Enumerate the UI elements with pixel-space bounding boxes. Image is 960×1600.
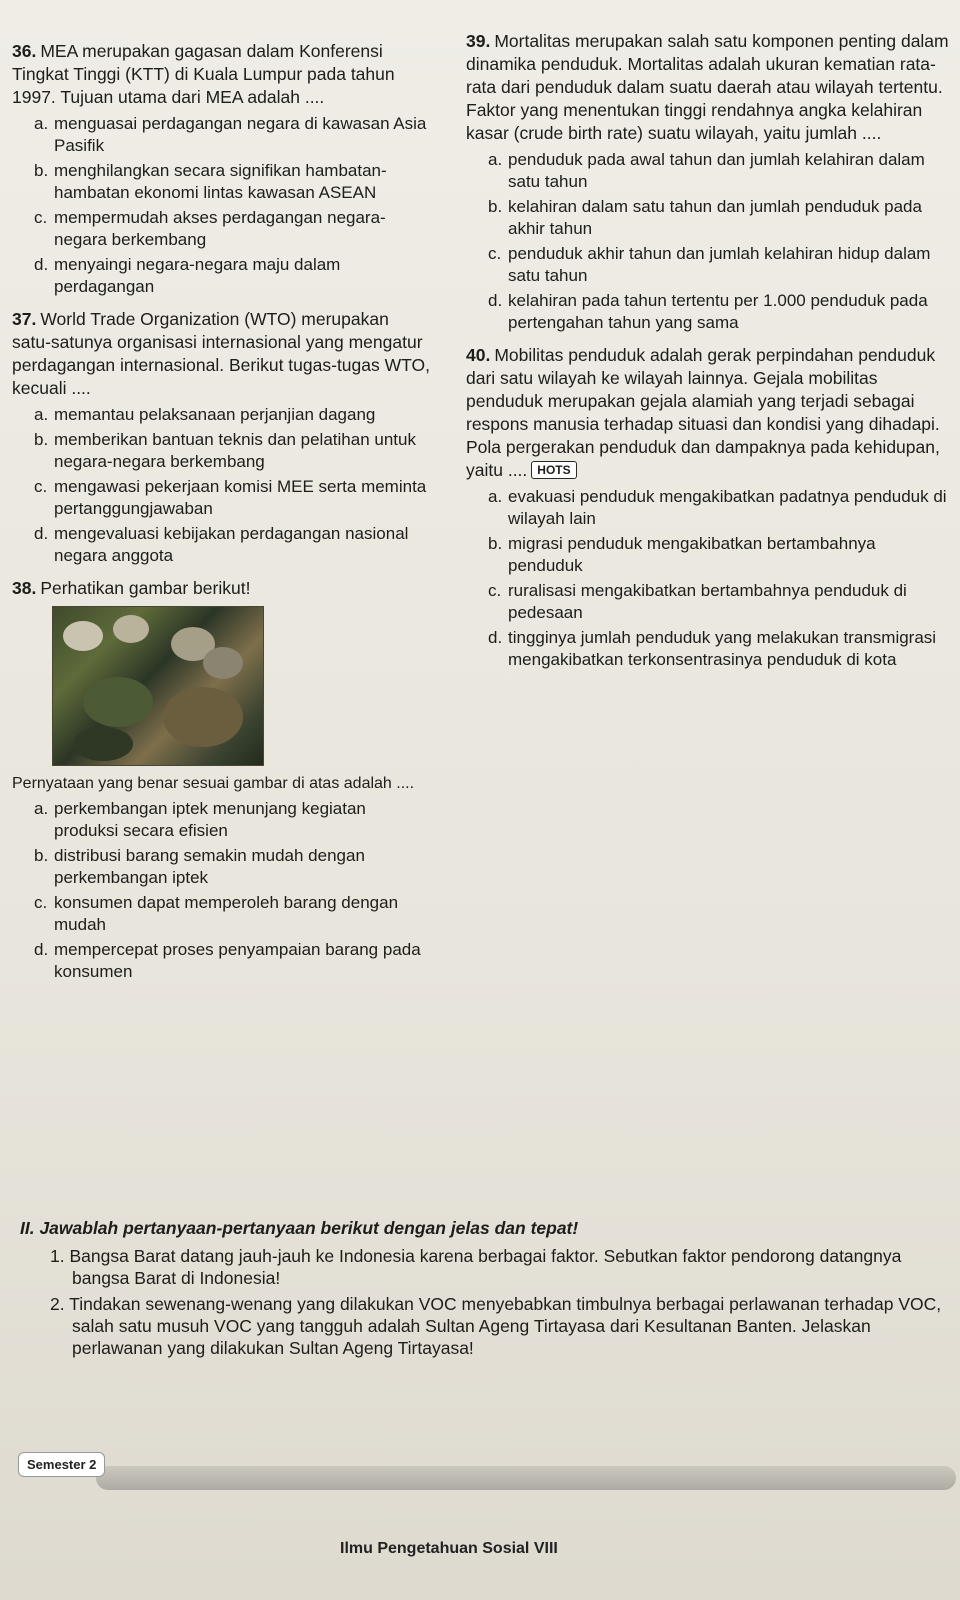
hots-badge: HOTS — [531, 461, 576, 479]
footer-bar — [96, 1466, 956, 1490]
option-a: a. penduduk pada awal tahun dan jumlah kelahiran dalam satu tahun — [488, 150, 925, 191]
essay-item: 1. Bangsa Barat datang jauh-jauh ke Indonesia karena berbagai faktor. Sebutkan faktor pendorong datangnya bangsa Barat di Indonesia! — [50, 1246, 902, 1288]
photo-shape — [63, 621, 103, 651]
option-b: b. menghilangkan secara signifikan hambatan-hambatan ekonomi lintas kawasan ASEAN — [34, 161, 387, 202]
essay-heading: II. Jawablah pertanyaan-pertanyaan berikut dengan jelas dan tepat! — [20, 1218, 579, 1238]
essay-item: 2. Tindakan sewenang-wenang yang dilakukan VOC menyebabkan timbulnya berbagai perlawanan terhadap VOC, salah satu musuh VOC yang tangguh adalah Sultan Ageng Tirtayasa dari Kesultanan Banten. Jelaskan perlawanan yang dilakukan Sultan Ageng Tirtayasa! — [50, 1294, 942, 1358]
question-number: 38. — [12, 578, 37, 598]
option-a: a. memantau pelaksanaan perjanjian dagang — [34, 405, 376, 424]
right-column — [466, 30, 952, 674]
option-a: a. menguasai perdagangan negara di kawasan Asia Pasifik — [34, 114, 427, 155]
semester-label: Semester 2 — [18, 1452, 105, 1477]
question-38 — [12, 577, 432, 983]
option-d: d. kelahiran pada tahun tertentu per 1.000 penduduk pada pertengahan tahun yang sama — [488, 291, 928, 332]
photo-shape — [73, 727, 133, 761]
option-d: d. mengevaluasi kebijakan perdagangan nasional negara anggota — [34, 524, 409, 565]
factory-workers-photo — [52, 606, 264, 766]
photo-shape — [113, 615, 149, 643]
question-36 — [12, 40, 432, 298]
option-d: d. mempercepat proses penyampaian barang pada konsumen — [34, 940, 421, 981]
left-column — [12, 40, 432, 986]
option-b: b. kelahiran dalam satu tahun dan jumlah penduduk pada akhir tahun — [488, 197, 922, 238]
photo-shape — [163, 687, 243, 747]
question-stem: MEA merupakan gagasan dalam Konferensi Tingkat Tinggi (KTT) di Kuala Lumpur pada tahun 1997. Tujuan utama dari MEA adalah .... — [12, 41, 395, 107]
question-39 — [466, 30, 952, 334]
option-b: b. memberikan bantuan teknis dan pelatihan untuk negara-negara berkembang — [34, 430, 416, 471]
question-stem: Perhatikan gambar berikut! — [40, 578, 251, 598]
question-stem: Mobilitas penduduk adalah gerak perpindahan penduduk dari satu wilayah ke wilayah lainnya. Gejala mobilitas penduduk merupakan gejala alamiah yang terjadi sebagai respons manusia terhadap situasi dan kondisi yang dihadapi. Pola pergerakan penduduk dan dampaknya pada kehidupan, yaitu .... — [466, 345, 940, 480]
question-stem: World Trade Organization (WTO) merupakan satu-satunya organisasi internasional yang mengatur perdagangan internasional. Berikut tugas-tugas WTO, kecuali .... — [12, 309, 430, 398]
question-number: 37. — [12, 309, 37, 329]
option-d: d. menyaingi negara-negara maju dalam perdagangan — [34, 255, 341, 296]
option-b: b. distribusi barang semakin mudah dengan perkembangan iptek — [34, 846, 365, 887]
essay-section — [14, 1218, 952, 1363]
option-d: d. tingginya jumlah penduduk yang melakukan transmigrasi mengakibatkan terkonsentrasinya penduduk di kota — [488, 628, 937, 669]
option-c: c. penduduk akhir tahun dan jumlah kelahiran hidup dalam satu tahun — [488, 244, 931, 285]
option-c: c. ruralisasi mengakibatkan bertambahnya penduduk di pedesaan — [488, 581, 907, 622]
option-b: b. migrasi penduduk mengakibatkan bertambahnya penduduk — [488, 534, 876, 575]
subject-title: Ilmu Pengetahuan Sosial VIII — [340, 1540, 558, 1557]
option-a: a. perkembangan iptek menunjang kegiatan produksi secara efisien — [34, 799, 366, 840]
photo-shape — [83, 677, 153, 727]
option-a: a. evakuasi penduduk mengakibatkan padatnya penduduk di wilayah lain — [488, 487, 947, 528]
question-37 — [12, 308, 432, 567]
question-number: 36. — [12, 41, 37, 61]
question-number: 39. — [466, 31, 491, 51]
question-stem: Mortalitas merupakan salah satu komponen penting dalam dinamika penduduk. Mortalitas adalah ukuran kematian rata-rata dari penduduk dalam suatu daerah atau wilayah tertentu. Faktor yang menentukan tinggi rendahnya angka kelahiran kasar (crude birth rate) suatu wilayah, yaitu jumlah .... — [466, 31, 949, 143]
option-c: c. mempermudah akses perdagangan negara-negara berkembang — [34, 208, 386, 249]
photo-shape — [203, 647, 243, 679]
option-c: c. konsumen dapat memperoleh barang dengan mudah — [34, 893, 399, 934]
question-number: 40. — [466, 345, 491, 365]
question-40 — [466, 344, 952, 671]
option-c: c. mengawasi pekerjaan komisi MEE serta meminta pertanggungjawaban — [34, 477, 427, 518]
question-prompt: Pernyataan yang benar sesuai gambar di atas adalah .... — [12, 775, 415, 792]
